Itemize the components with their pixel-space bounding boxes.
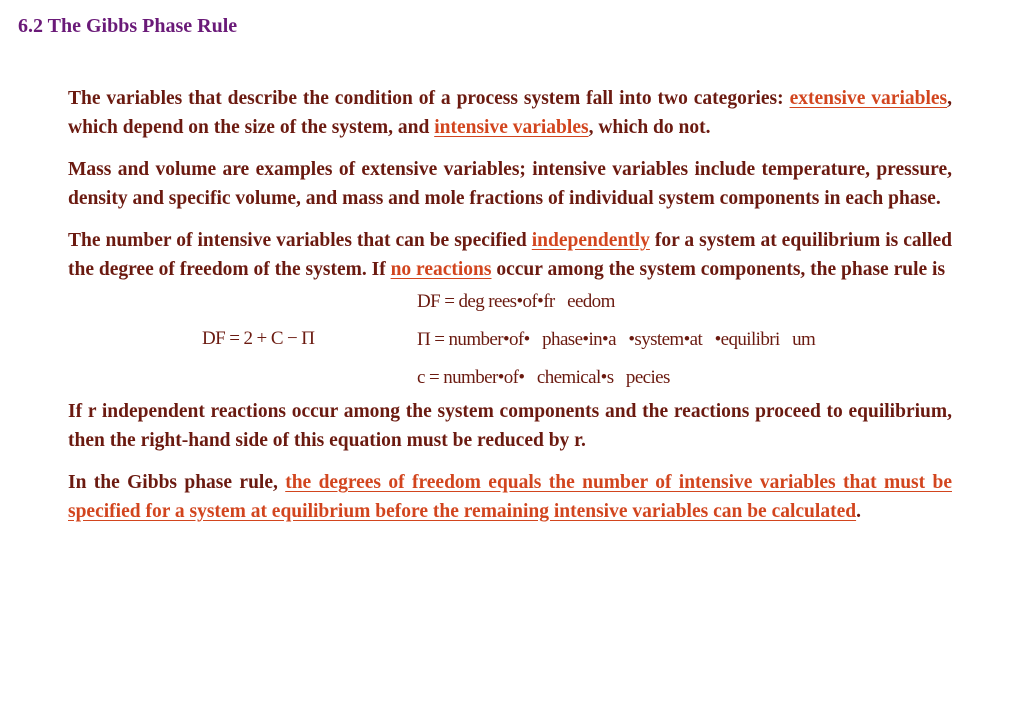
equation-definition-pi: Π = number•of• phase•in•a •system•at •equilibri um	[417, 329, 816, 350]
extensive-variables-term: extensive variables	[789, 88, 948, 109]
main-content	[68, 85, 952, 540]
no-reactions-term: no reactions	[390, 258, 492, 280]
intensive-variables-term: intensive variables	[434, 116, 589, 138]
paragraph-text: for a system at equilibrium is called the degree of freedom of the system. If	[68, 230, 952, 280]
paragraph-categories	[68, 85, 952, 142]
paragraph-text: occur among the system components, the phase rule is	[491, 258, 946, 280]
paragraph-text: The variables that describe the condition of a process system fall into two categories:	[68, 88, 790, 109]
page-title: 6.2 The Gibbs Phase Rule	[18, 15, 238, 37]
paragraph-text: .	[856, 500, 861, 522]
independently-term: independently	[531, 230, 650, 251]
paragraph-examples: Mass and volume are examples of extensive variables; intensive variables include temperature, pressure, density and specific volume, and mass and mole fractions of individual system components in each phase.	[68, 159, 952, 209]
paragraph-text: , which do not.	[588, 116, 711, 138]
phase-rule-equation	[68, 284, 952, 398]
equation-definition-c: c = number•of• chemical•s pecies	[417, 367, 670, 388]
paragraph-text: , which depend on the size of the system, and	[68, 88, 952, 138]
paragraph-gibbs-rule	[68, 469, 952, 526]
paragraph-text: The number of intensive variables that can be specified	[68, 230, 532, 251]
paragraph-text: In the Gibbs phase rule,	[68, 472, 286, 493]
equation-main: DF = 2 + C − Π	[202, 328, 315, 349]
equation-definition-df: DF = deg rees•of•fr eedom	[417, 291, 615, 312]
gibbs-rule-definition-term: the degrees of freedom equals the number of intensive variables that must be specified for a system at equilibrium before the remaining intensive variables can be calculated	[68, 472, 952, 522]
paragraph-degree-of-freedom	[68, 227, 952, 284]
paragraph-reactions: If r independent reactions occur among the system components and the reactions proceed to equilibrium, then the right-hand side of this equation must be reduced by r.	[68, 401, 952, 451]
